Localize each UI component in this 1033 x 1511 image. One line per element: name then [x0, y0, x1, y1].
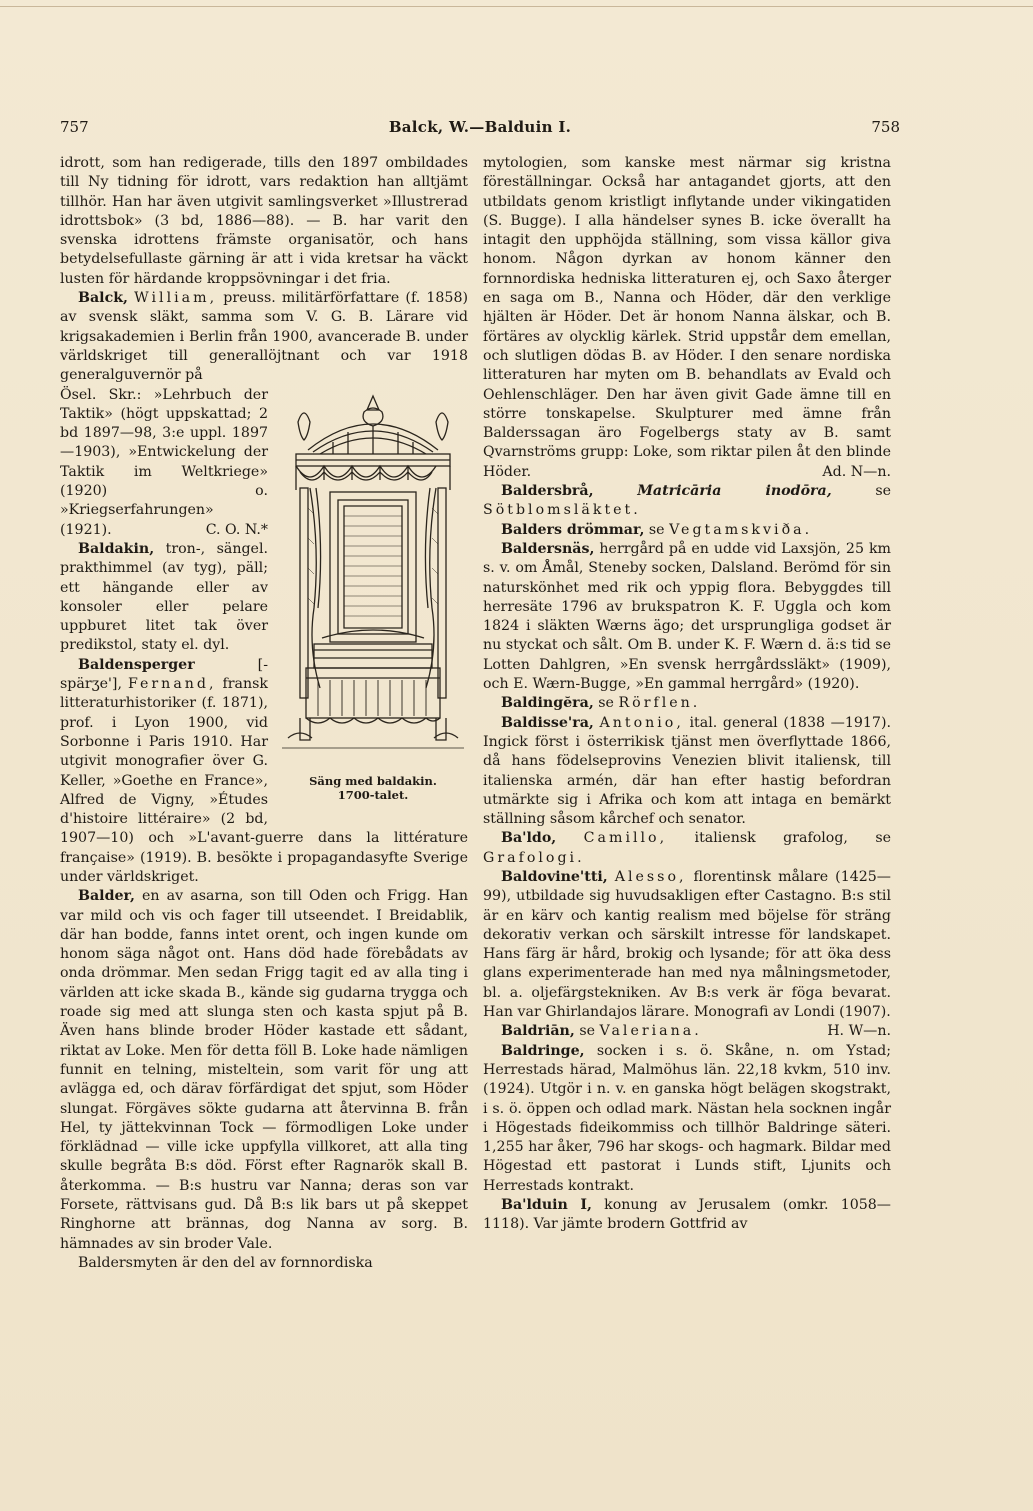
- entry-person-name: Antonio,: [599, 714, 684, 731]
- entry-pronunciation: [-spärʒe'],: [60, 656, 268, 693]
- entry-text: italiensk grafolog, se: [694, 830, 892, 847]
- entry-headword: Baldensperger: [78, 656, 195, 673]
- entry-signature: C. O. N.*: [205, 521, 268, 538]
- entry-text: mytologien, som kanske mest närmar sig kristna föreställningar. Också har antagandet gjorts, att den utbildats genom kristligt inflytande under vikingatiden (S. Bugge). I alla händelser synes B. icke överallt ha intagit den upphöjda ställning, som vissa källor giva honom. Någon dyrkan av honom känner den fornnordiska hedniska litteraturen ej, och Saxo återger en saga om B., Nanna och Höder, där den verklige hjälten är Höder. Det är honom Nanna älskar, och B. förtäres av olycklig kärlek. Strid uppstår dem emellan, och slutligen dödas B. av Höder. I den senare nordiska litteraturen har myten om B. behandlats av Evald och Oehlenschläger. Den har även givit Gade ämne till en större tonskapelse. Skulpturer med ämne från Balderssagan äro Fogelbergs staty av B. samt Qvarnströms grupp: Loke, som riktar pilen åt den blinde Höder.: [483, 155, 891, 480]
- canopy-bed-illustration: [278, 388, 468, 772]
- entry-see: se: [875, 483, 891, 500]
- entry-headword: Baldisse'ra,: [501, 714, 594, 731]
- running-title: Balck, W.—Balduin I.: [388, 118, 572, 136]
- entry-baldissera: [483, 714, 891, 830]
- entry-person-name: Alesso,: [614, 868, 687, 885]
- entry-person-name: William,: [134, 290, 218, 307]
- entry-baldringe: [483, 1042, 891, 1196]
- entry-headword: Baldingĕra,: [501, 695, 594, 712]
- entry-headword: Ba'ldo,: [501, 830, 557, 847]
- entry-cross-reference: Sötblomsläktet.: [483, 502, 641, 519]
- entry-balder: [60, 887, 468, 1254]
- entry-headword: Balders drömmar,: [501, 521, 645, 538]
- entry-see: se: [648, 521, 665, 538]
- entry-text: herrgård på en udde vid Laxsjön, 25 km s. v. om Åmål, Steneby socken, Dalsland. Berömd för sin naturskönhet med rik och yppig flora. Bebyggdes till herresäte 1796 av brukspatron K. F. Uggla och kom 1824 i släkten Wærns ägo; det ursprungliga godset är nu styckat och sålt. Om B. under K. F. Wærn d. ä:s tid se Lotten Dahlgren, »En svensk herrgårdssläkt» (1909), och E. Wærn-Bugge, »En gammal herrgård» (1920).: [483, 540, 891, 693]
- entry-headword: Baldakin,: [78, 540, 155, 557]
- entry-person-name: Fernand,: [127, 676, 217, 693]
- right-column: [483, 154, 891, 1235]
- page-edge-line: [0, 6, 1033, 7]
- page-header: [60, 118, 900, 142]
- entry-see: se: [579, 1023, 596, 1040]
- entry-text: florentinsk målare (1425—99), utbildade sig huvudsakligen efter Castagno. B:s stil är en kärv och kantig realism med böjelse för sträng dekorativ verkan och särskilt intresse för landskapet. Hans färg är hård, brokig och lysande; för att öka dess glans experimenterade han med nya målningsmetoder, bl. a. oljefärgstekniken. Av B:s verk är föga bevarat. Han var Ghirlandajos lärare. Monografi av Londi (1907).: [483, 868, 891, 1021]
- figure-caption: [278, 774, 468, 802]
- entry-headword: Baldersbrå,: [501, 483, 594, 500]
- entry-person-name: Camillo,: [583, 830, 668, 847]
- entry-baldingera: [483, 694, 891, 713]
- entry-headword: Ba'lduin I,: [501, 1197, 592, 1214]
- entry-signature: H. W—n.: [827, 1023, 891, 1040]
- bed-canopy-figure: [278, 388, 468, 808]
- entry-headword: Baldringe,: [501, 1042, 585, 1059]
- entry-baldo: [483, 829, 891, 868]
- entry-text: tron-, sängel. prakthimmel (av tyg), päll; ett hängande eller av konsoler eller pelare uppburet litet tak över predikstol, staty el. dyl.: [60, 540, 268, 654]
- entry-text: fransk litteraturhistoriker (f. 1871), prof. i Lyon 1900, vid Sorbonne i Paris 1910. Har utgivit monografier över G. Keller, »Goethe en France», Alfred de Vigny, »Études d'histoire littéraire» (2 bd, 1907—10) och »L'avant-guerre dans la littérature française» (1919). B. besökte i propagandasyfte Sverige under världskriget.: [60, 676, 468, 885]
- entry-latin-name: Matricāria inodōra,: [637, 483, 832, 500]
- entry-text-part1: preuss. militärförfattare (f. 1858) av svensk släkt, samma som V. G. B. Lärare vid krigsakademien i Berlin från 1900, avancerade B. under världskriget till generallöjtnant och var 1918 generalguvernör på: [60, 290, 469, 384]
- entry-see: se: [598, 695, 614, 712]
- left-page-number: 757: [60, 118, 89, 136]
- entry-cross-reference: Valeriana.: [599, 1023, 702, 1040]
- entry-baldersmyten: Baldersmyten är den del av fornnordiska: [78, 1254, 373, 1271]
- entry-text: en av asarna, son till Oden och Frigg. Han var mild och vis och fager till utseendet. I Breidablik, där han bodde, fanns intet orent, och ingen kunde om honom säga något ont. Hans död hade förebådats av onda drömmar. Men sedan Frigg tagit ed av alla ting i världen att icke skada B., kände sig gudarna trygga och roade sig med att slunga sten och kasta spjut på B. Även hans blinde broder Höder kastade ett sådant, riktat av Loke. Men för detta föll B. Loke hade nämligen funnit en telning, misteltein, som varit för ung att avlägga ed, och därav förfärdigat det spjut, som Höder slungat. Förgäves sökte gudarna att återvinna B. från Hel, ty jättekvinnan Tock — förmodligen Loke under förklädnad — ville icke uppfylla villkoret, att alla ting skulle begråta B:s död. Först efter Ragnarök skall B. återkomma. — B:s hustru var Nanna; deras son var Forsete, rättvisans gud. Då B:s lik bars ut på skeppet Ringhorne att brännas, dog Nanna av sorg. B. hämnades av sin broder Vale.: [60, 888, 468, 1252]
- entry-baldersnas: [483, 540, 891, 694]
- entry-balduin: [483, 1196, 891, 1235]
- entry-signature: Ad. N—n.: [822, 463, 891, 480]
- entry-text-part2: Ösel. Skr.: »Lehrbuch der Taktik» (högt uppskattad; 2 bd 1897—98, 3:e uppl. 1897—1903), »Entwickelung der Taktik im Weltkriege» (1920) o. »Kriegserfahrungen» (1921).: [60, 386, 268, 538]
- entry-balck: [60, 289, 468, 385]
- entry-headword: Balck,: [78, 290, 128, 307]
- entry-balders-drommar: [483, 521, 891, 540]
- entry-headword: Balder,: [78, 888, 135, 905]
- entry-baldersbra: [483, 482, 891, 521]
- figure-caption-line1: Säng med baldakin.: [309, 773, 437, 788]
- right-page-number: 758: [871, 118, 900, 136]
- entry-headword: Baldovine'tti,: [501, 868, 608, 885]
- entry-continuation: [483, 154, 891, 482]
- entry-cross-reference: Vegtamskviða.: [669, 521, 813, 538]
- entry-text: ital. general (1838 —1917). Ingick först i österrikisk tjänst men överflyttade 1866, då hans födelseprovins Venezien blivit italiensk, till italienska armén, där han efter hastig befordran utmärkte sig i Afrika och kom att intaga en bemärkt ställning såsom kårchef och senator.: [483, 714, 891, 828]
- entry-headword: Baldriān,: [501, 1023, 575, 1040]
- figure-caption-line2: 1700-talet.: [337, 787, 409, 802]
- entry-cross-reference: Grafologi.: [483, 849, 585, 866]
- entry-text: socken i s. ö. Skåne, n. om Ystad; Herrestads härad, Malmöhus län. 22,18 kvkm, 510 inv. (1924). Utgör i n. v. en ganska högt belägen skogstrakt, i s. ö. öppen och odlad mark. Nästan hela socknen ingår i Högestads fideikommiss och tillhör Baldringe säteri. 1,255 har åker, 796 har skogs- och hagmark. Bildar med Högestad ett pastorat i Lunds stift, Ljunits och Herrestads kontrakt.: [483, 1042, 891, 1194]
- left-column: [60, 154, 468, 1273]
- entry-text: konung av Jerusalem (omkr. 1058—1118). Var jämte brodern Gottfrid av: [483, 1197, 891, 1233]
- entry-cross-reference: Rörflen.: [618, 695, 701, 712]
- entry-continuation: idrott, som han redigerade, tills den 1897 ombildades till Ny tidning för idrott, vars redaktion han alltjämt tillhör. Han har även utgivit samlingsverket »Illustrerad idrottsbok» (3 bd, 1886—88). — B. har varit den svenska idrottens främste organisatör, och hans betydelsefullaste gärning är att i vida kretsar ha väckt lusten för härdande kroppsövningar i det fria.: [60, 155, 468, 287]
- entry-headword: Baldersnäs,: [501, 540, 595, 557]
